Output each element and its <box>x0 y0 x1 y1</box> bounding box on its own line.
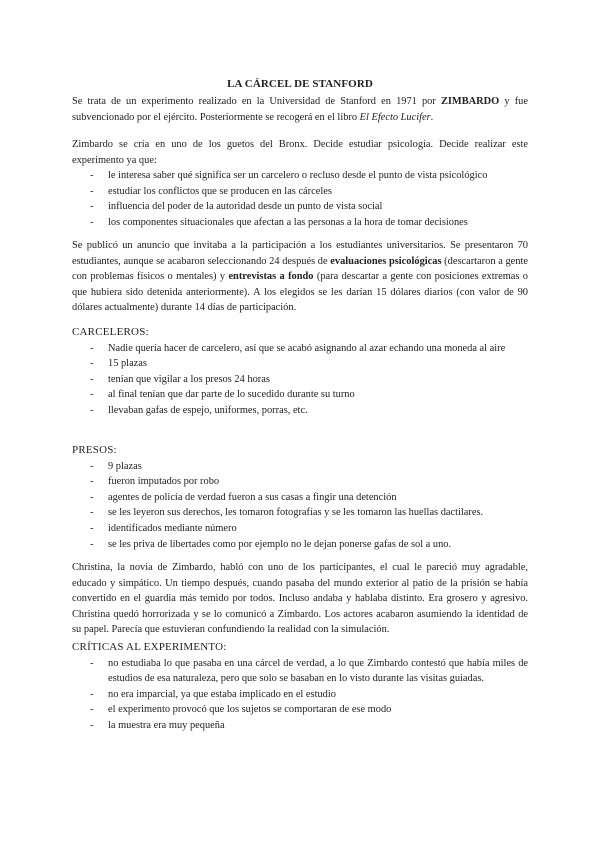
intro-bold-zimbardo: ZIMBARDO <box>440 96 500 107</box>
prisoners-list <box>72 459 528 553</box>
criticisms-heading: CRÍTICAS AL EXPERIMENTO: <box>72 641 227 653</box>
intro-book-title: El Efecto Lucifer <box>359 111 431 123</box>
list-item: - no estudiaba lo que pasaba en una cárcel de verdad, a lo que Zimbardo contestó que había miles de estudios de esa naturaleza, pero que solo se basaban en lo visto durante las visitas guiadas. <box>72 656 528 687</box>
intro-text-2: y fue subvencionado por el ejército. Posteriormente se recogerá en el libro <box>72 96 528 123</box>
intro-text-1: Se trata de un experimento realizado en la Universidad de Stanford en 1971 por <box>72 96 441 107</box>
prisoners-heading: PRESOS: <box>72 444 117 456</box>
list-item: - se les priva de libertades como por ejemplo no le dejan ponerse gafas de sol a uno. <box>72 537 528 553</box>
criticisms-list <box>72 656 528 734</box>
prisoners-section <box>72 443 528 552</box>
zimbardo-paragraph: Zimbardo se cría en uno de los guetos del Bronx. Decide estudiar psicología. Decide realizar este experimento ya que: <box>72 139 528 166</box>
announcement-bold-1: evaluaciones psicológicas <box>330 255 442 267</box>
announcement-text-1: Se publicó un anuncio que invitaba a la participación a los estudiantes universitarios. Se presentaron 70 estudiantes, aunque se acabaron seleccionando 24 después de <box>72 240 528 267</box>
list-item: - Nadie quería hacer de carcelero, así que se acabó asignando al azar echando una moneda al aire <box>72 341 528 357</box>
intro-section <box>72 94 528 125</box>
list-item: - la muestra era muy pequeña <box>72 718 528 734</box>
list-item: - agentes de policía de verdad fueron a sus casas a fingir una detención <box>72 490 528 506</box>
list-item: - no era imparcial, ya que estaba implicado en el estudio <box>72 687 528 703</box>
criticisms-section <box>72 640 528 734</box>
list-item: - 15 plazas <box>72 356 528 372</box>
christina-section <box>72 560 528 638</box>
announcement-text-3: (para descartar a gente con posiciones extremas o que hubiera sido detenida anteriormente). A los elegidos se les darían 15 dólares diarios (con valor de 90 dólares actualmente) durante 14 días de participación. <box>72 271 528 314</box>
list-item: - se les leyeron sus derechos, les tomaron fotografías y se les tomaron las huellas dactilares. <box>72 505 528 521</box>
list-item: - tenían que vigilar a los presos 24 horas <box>72 372 528 388</box>
zimbardo-section <box>72 137 528 231</box>
list-item: - los componentes situacionales que afectan a las personas a la hora de tomar decisiones <box>72 215 528 231</box>
intro-paragraph <box>72 94 528 125</box>
list-item: - el experimento provocó que los sujetos se comportaran de ese modo <box>72 702 528 718</box>
list-item: - llevaban gafas de espejo, uniformes, porras, etc. <box>72 403 528 419</box>
announcement-bold-2: entrevistas a fondo <box>228 271 314 283</box>
list-item: - influencia del poder de la autoridad desde un punto de vista social <box>72 199 528 215</box>
announcement-section <box>72 238 528 316</box>
list-item: - al final tenían que dar parte de lo sucedido durante su turno <box>72 387 528 403</box>
guards-section <box>72 325 528 419</box>
list-item: - estudiar los conflictos que se producen en las cárceles <box>72 184 528 200</box>
list-item: - identificados mediante número <box>72 521 528 537</box>
list-item: - 9 plazas <box>72 459 528 475</box>
announcement-paragraph <box>72 238 528 316</box>
guards-heading: CARCELEROS: <box>72 326 149 338</box>
page-title: LA CÁRCEL DE STANFORD <box>227 78 373 90</box>
list-item: - fueron imputados por robo <box>72 474 528 490</box>
list-item: - le interesa saber qué significa ser un carcelero o recluso desde el punto de vista psicológico <box>72 168 528 184</box>
guards-list <box>72 341 528 419</box>
intro-text-3: . <box>430 111 434 123</box>
announcement-text-2: (descartaron a gente con problemas físicos o mentales) y <box>72 255 528 283</box>
christina-paragraph: Christina, la novia de Zimbardo, habló con uno de los participantes, el cual le pareció muy agradable, educado y simpático. Un tiempo después, cuando pasaba del mundo exterior al patio de la prisión se había convertido en el guardia más temido por todos. Incluso andaba y hablaba distinto. Era grosero y agresivo. Christina quedó horrorizada y se lo comunicó a Zimbardo. Los actores acabaron asumiendo la identidad de su papel. Parecía que estuvieran confundiendo la realidad con la simulación. <box>72 562 528 636</box>
reasons-list <box>72 168 528 230</box>
